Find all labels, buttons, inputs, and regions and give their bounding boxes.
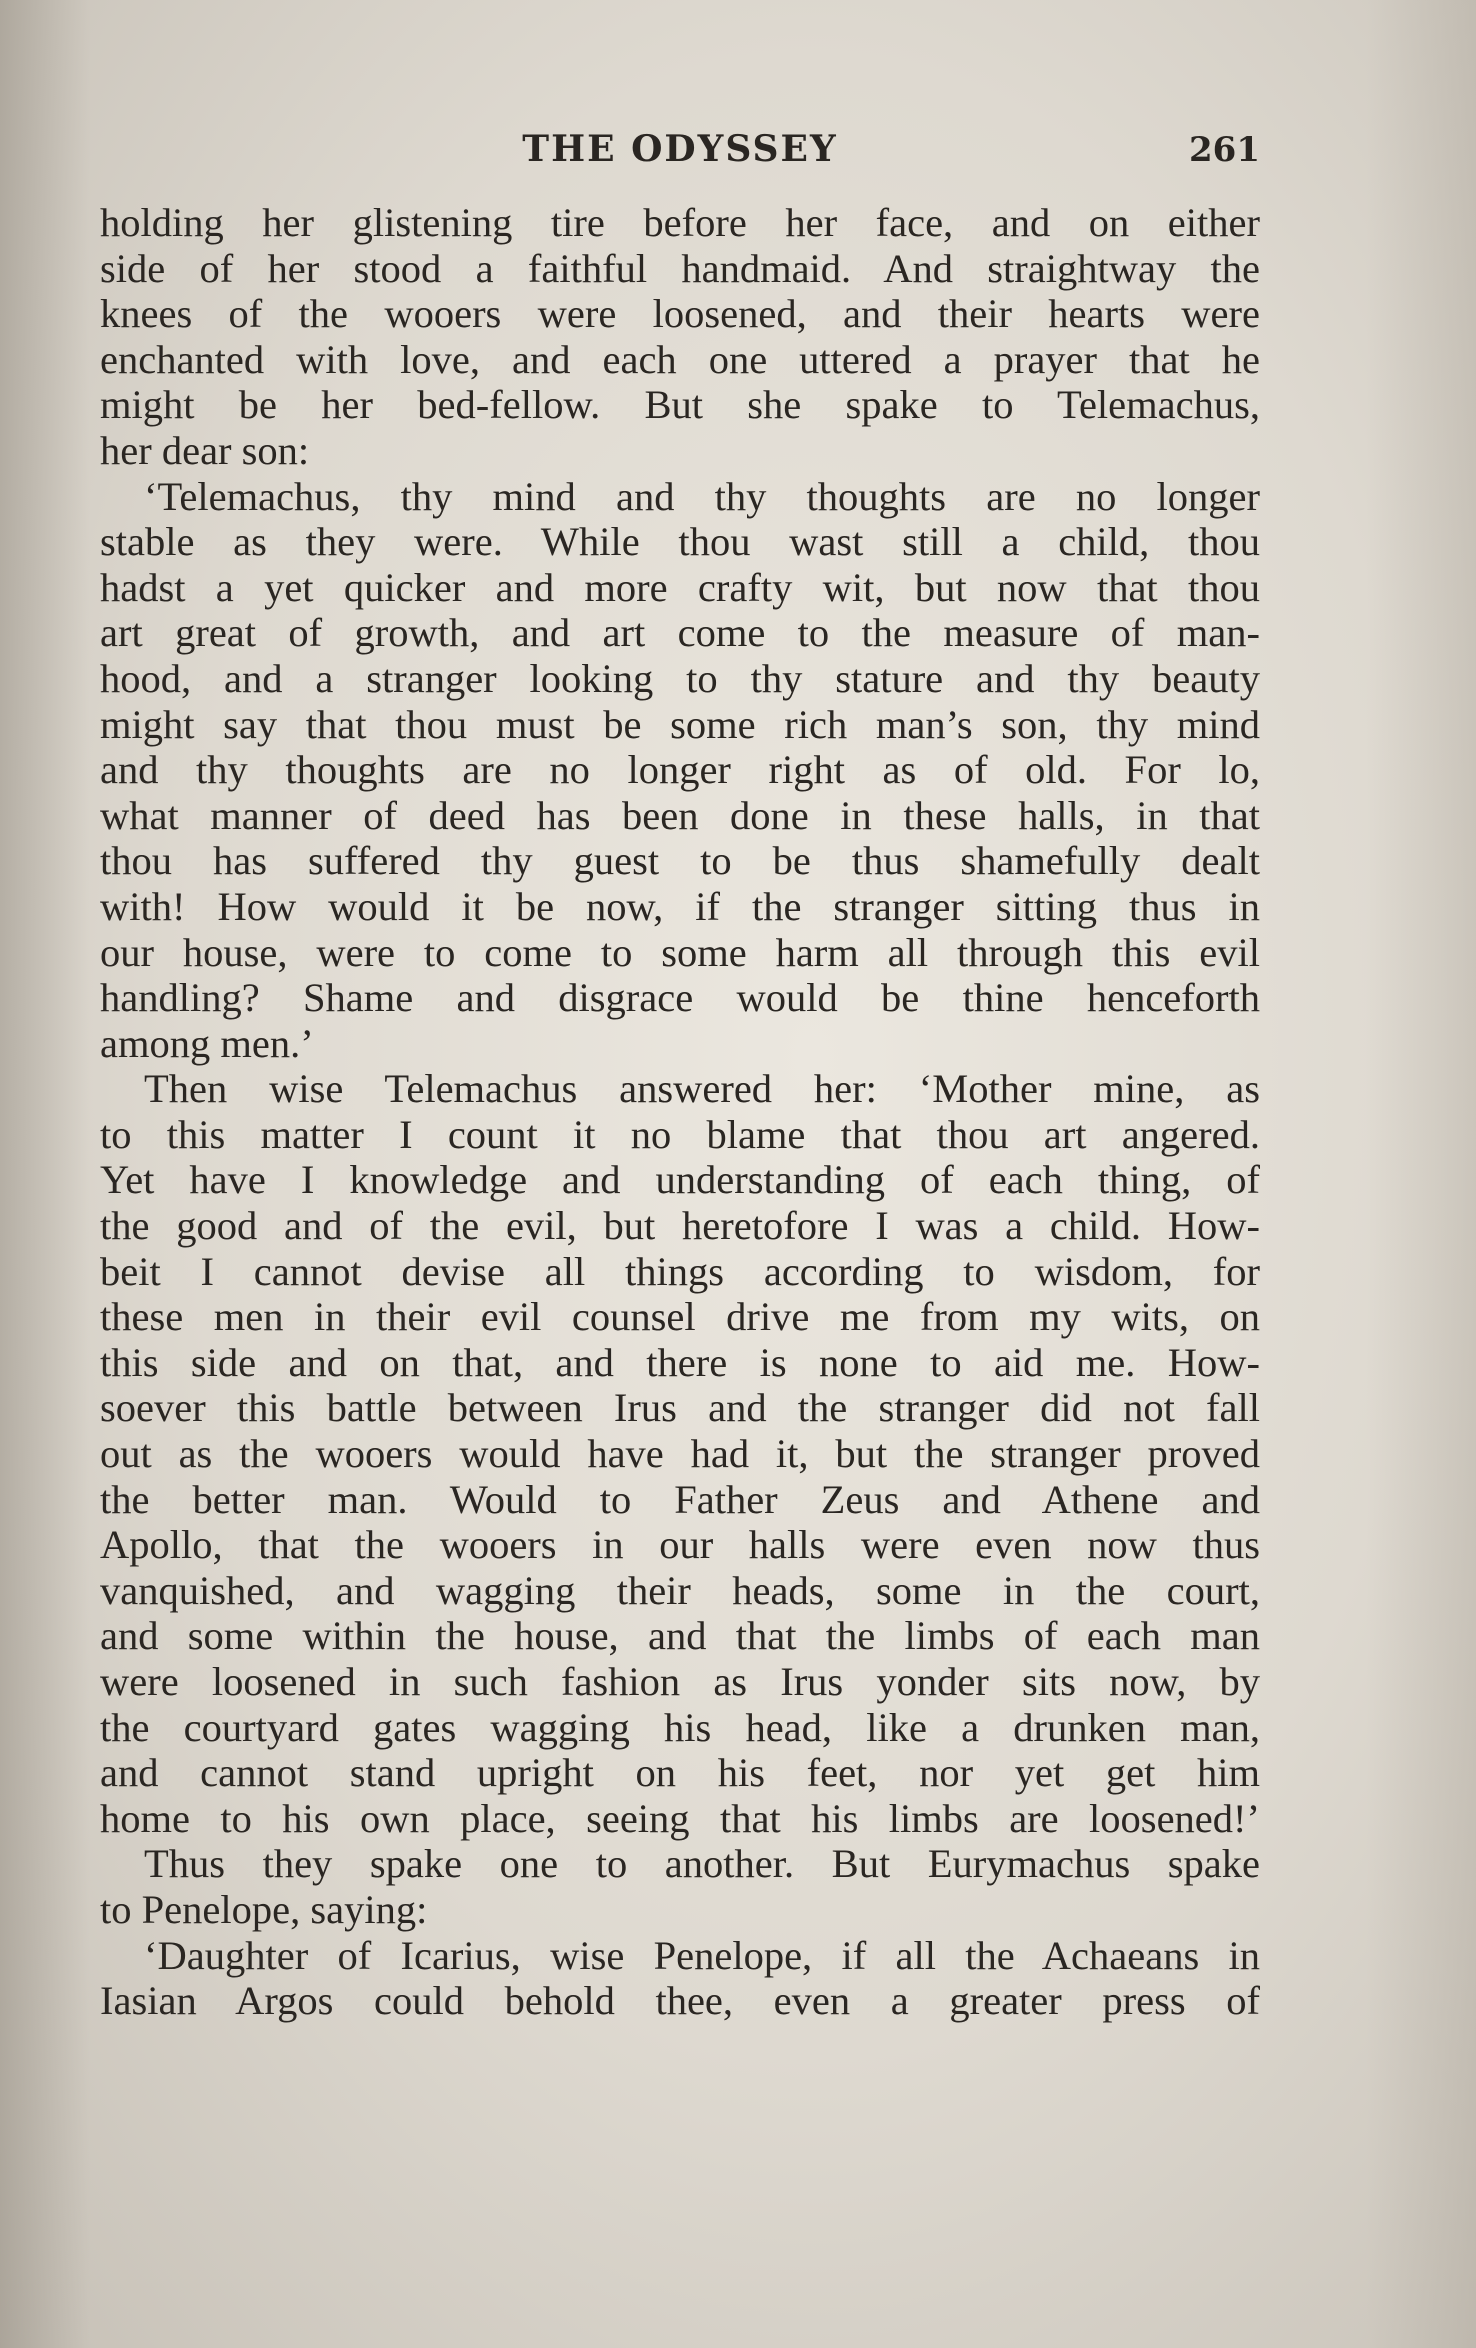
text-line: our house, were to come to some harm all through this evil bbox=[100, 929, 1260, 975]
text-line: side of her stood a faithful handmaid. And straightway the bbox=[100, 245, 1260, 291]
text-line: to this matter I count it no blame that thou art angered. bbox=[100, 1111, 1260, 1157]
text-line: out as the wooers would have had it, but the stranger proved bbox=[100, 1431, 1260, 1477]
text-line: Then wise Telemachus answered her: ‘Mother mine, as bbox=[144, 1066, 1260, 1112]
text-line: stable as they were. While thou wast still a child, thou bbox=[100, 519, 1260, 565]
text-line: ‘Telemachus, thy mind and thy thoughts are no longer bbox=[144, 473, 1260, 519]
text-line: Thus they spake one to another. But Eurymachus spake bbox=[144, 1841, 1260, 1887]
text-line: among men.’ bbox=[100, 1020, 314, 1066]
text-line: the good and of the evil, but heretofore I was a child. How- bbox=[100, 1203, 1260, 1249]
text-line: beit I cannot devise all things according to wisdom, for bbox=[100, 1248, 1260, 1294]
text-line: the better man. Would to Father Zeus and Athene and bbox=[100, 1476, 1260, 1522]
running-head bbox=[100, 128, 1260, 188]
text-line: and cannot stand upright on his feet, nor yet get him bbox=[100, 1750, 1260, 1796]
text-line: might be her bed-fellow. But she spake to Telemachus, bbox=[100, 382, 1260, 428]
text-line: the courtyard gates wagging his head, like a drunken man, bbox=[100, 1704, 1260, 1750]
text-line: knees of the wooers were loosened, and their hearts were bbox=[100, 291, 1260, 337]
text-line: to Penelope, saying: bbox=[100, 1886, 428, 1932]
text-line: Yet have I knowledge and understanding of each thing, of bbox=[100, 1157, 1260, 1203]
text-line: hood, and a stranger looking to thy stature and thy beauty bbox=[100, 655, 1260, 701]
text-line: and some within the house, and that the limbs of each man bbox=[100, 1613, 1260, 1659]
text-line: vanquished, and wagging their heads, some in the court, bbox=[100, 1567, 1260, 1613]
text-line: might say that thou must be some rich man’s son, thy mind bbox=[100, 701, 1260, 747]
text-line: holding her glistening tire before her face, and on either bbox=[100, 200, 1260, 245]
text-line: enchanted with love, and each one uttered a prayer that he bbox=[100, 336, 1260, 382]
text-line: this side and on that, and there is none to aid me. How- bbox=[100, 1339, 1260, 1385]
text-line: ‘Daughter of Icarius, wise Penelope, if all the Achaeans in bbox=[144, 1932, 1260, 1978]
text-line: thou has suffered thy guest to be thus shamefully dealt bbox=[100, 838, 1260, 884]
text-line: with! How would it be now, if the stranger sitting thus in bbox=[100, 883, 1260, 929]
text-line: these men in their evil counsel drive me from my wits, on bbox=[100, 1294, 1260, 1340]
text-line: handling? Shame and disgrace would be thine henceforth bbox=[100, 975, 1260, 1021]
text-line: and thy thoughts are no longer right as of old. For lo, bbox=[100, 747, 1260, 793]
text-line: Iasian Argos could behold thee, even a greater press of bbox=[100, 1978, 1260, 2024]
text-line: were loosened in such fashion as Irus yonder sits now, by bbox=[100, 1659, 1260, 1704]
text-line: Apollo, that the wooers in our halls were even now thus bbox=[100, 1522, 1260, 1568]
page-number: 261 bbox=[1189, 130, 1260, 170]
running-head-title: THE ODYSSEY bbox=[522, 128, 838, 170]
text-line: soever this battle between Irus and the stranger did not fall bbox=[100, 1385, 1260, 1431]
text-line: her dear son: bbox=[100, 427, 310, 473]
text-line: what manner of deed has been done in these halls, in that bbox=[100, 792, 1260, 838]
text-line: home to his own place, seeing that his limbs are loosened!’ bbox=[100, 1795, 1260, 1841]
text-line: art great of growth, and art come to the measure of man- bbox=[100, 610, 1260, 656]
text-body bbox=[100, 200, 1260, 2024]
text-line: hadst a yet quicker and more crafty wit, but now that thou bbox=[100, 564, 1260, 610]
